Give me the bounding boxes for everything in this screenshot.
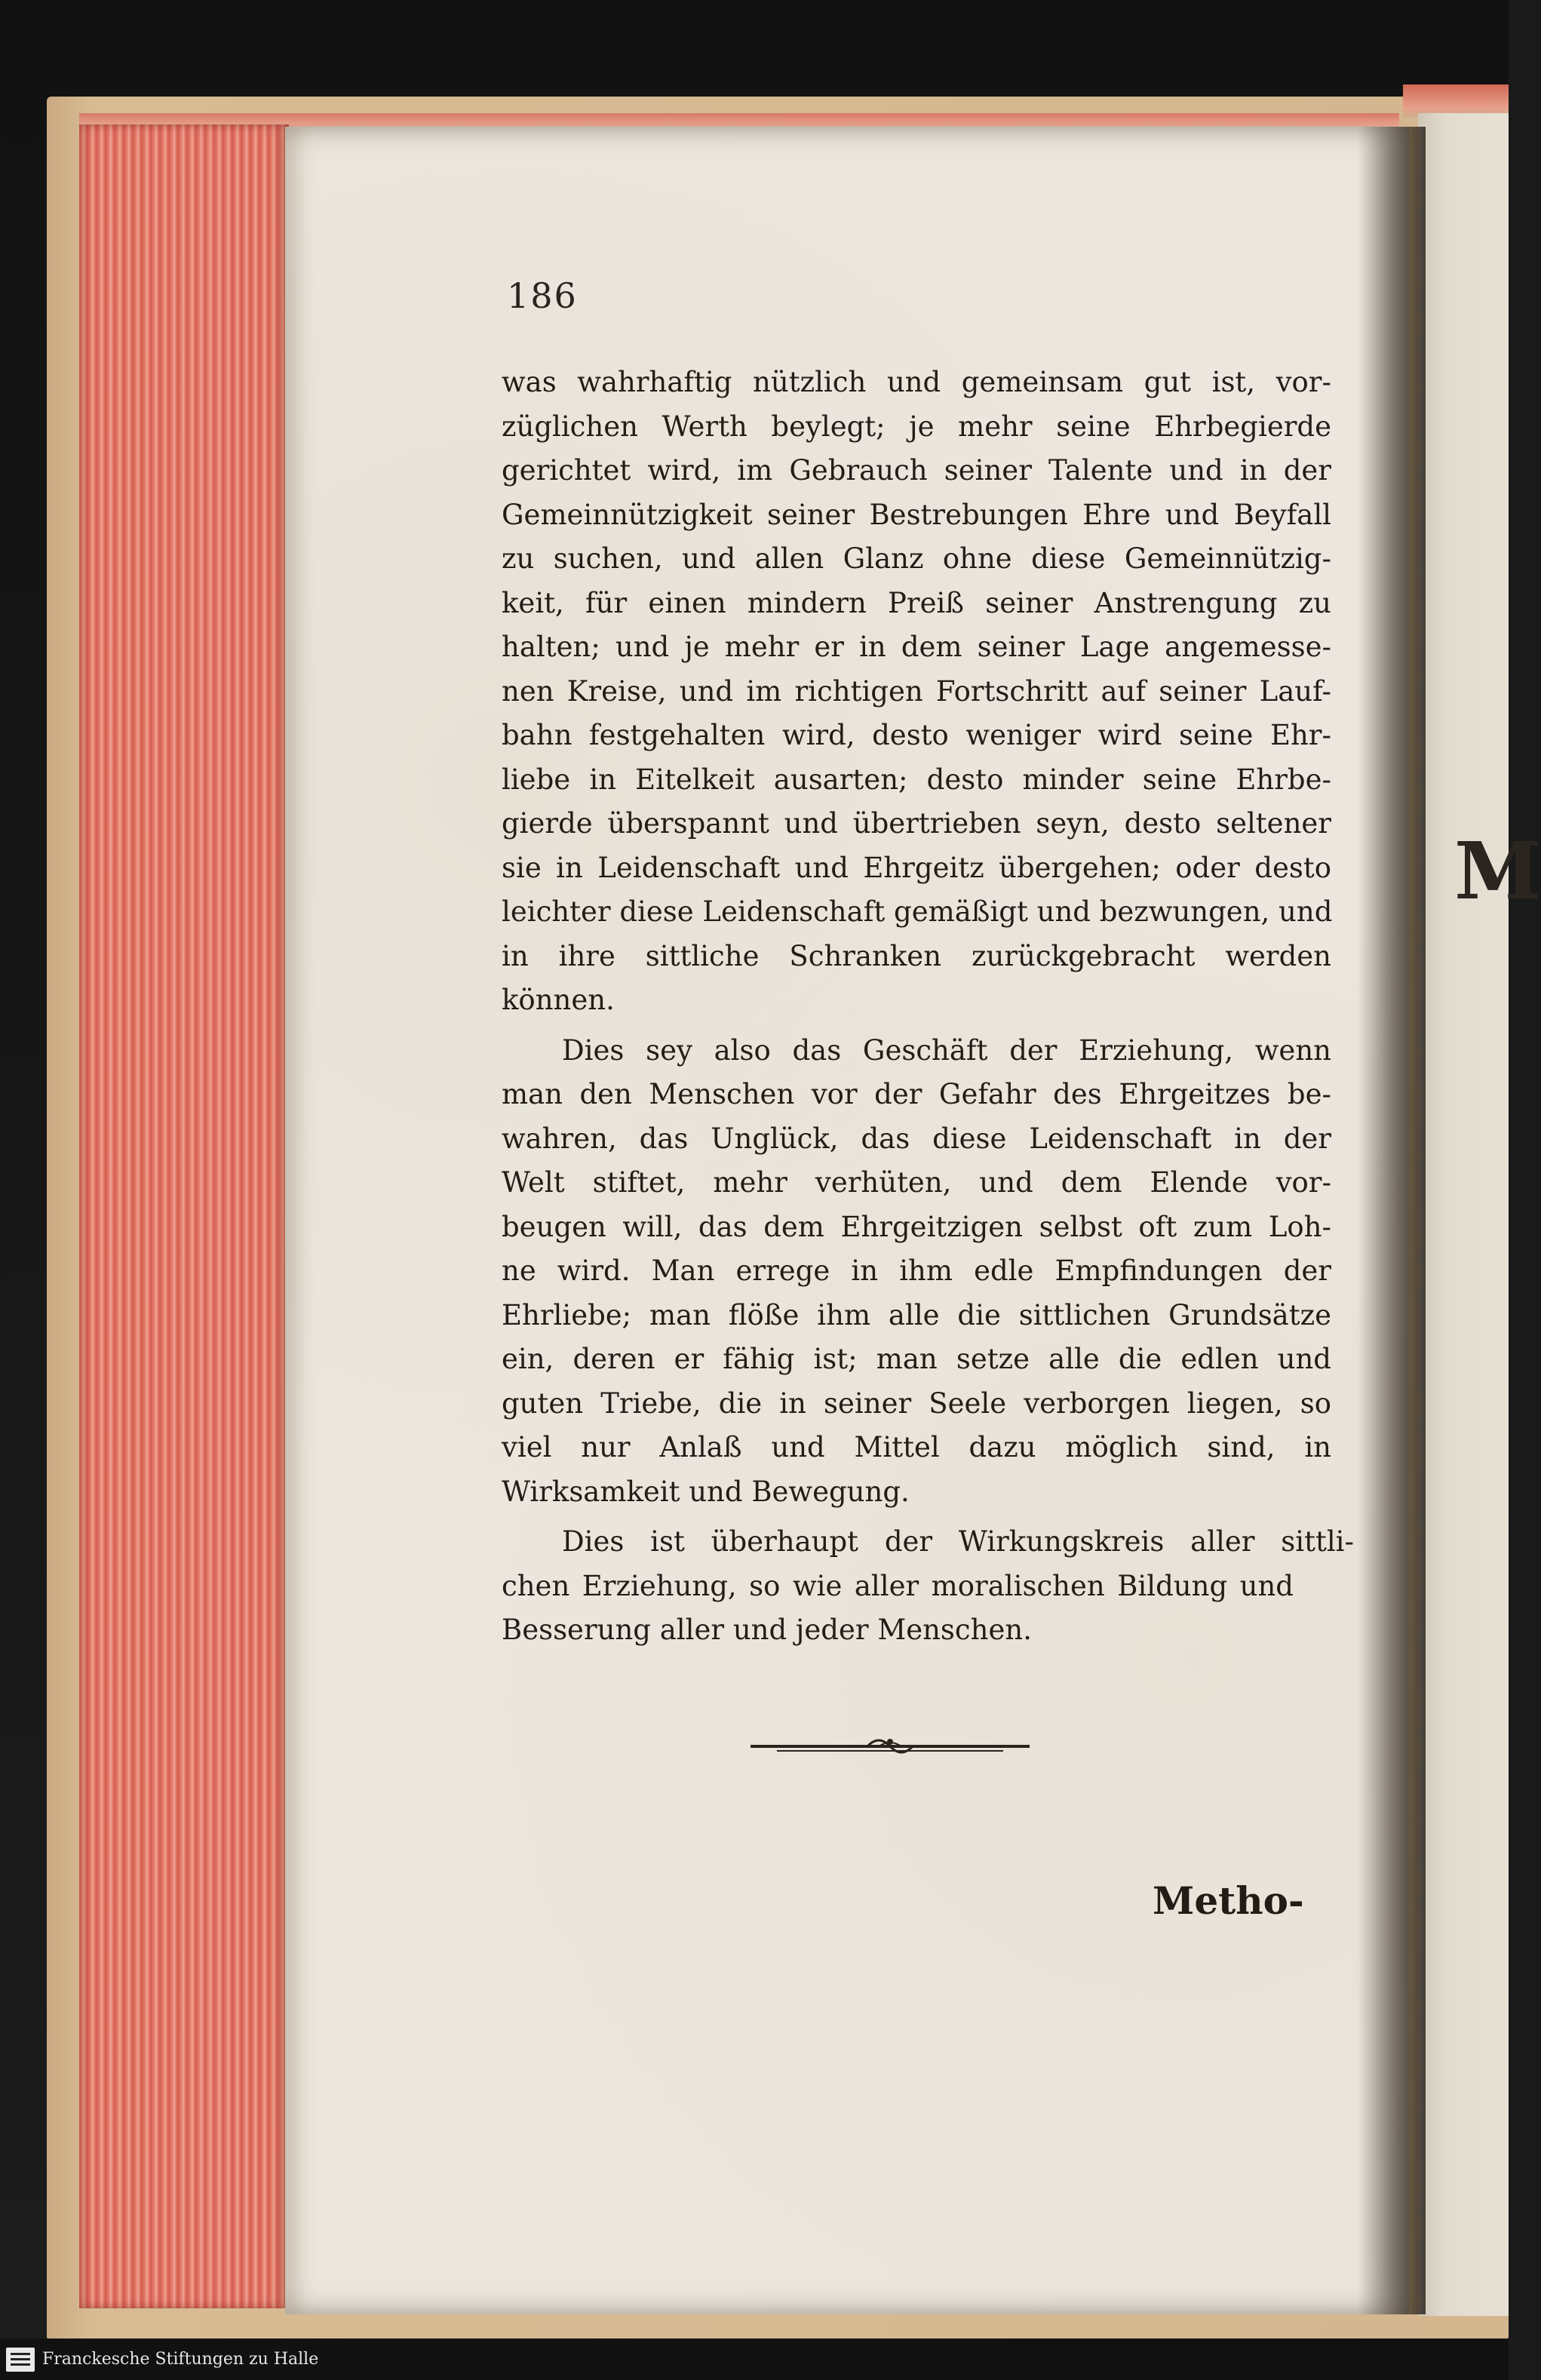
text-line: leichter diese Leidenschaft gemäßigt und bezwungen, und bbox=[502, 895, 1333, 928]
book-gutter bbox=[1358, 127, 1426, 2314]
text-line: nen Kreise, und im richtigen Fortschritt auf seiner Lauf- bbox=[502, 674, 1331, 708]
paragraph-3 bbox=[502, 1520, 1354, 1653]
text-line: ein, deren er fähig ist; man setze alle die edlen und bbox=[502, 1343, 1331, 1375]
paragraph-2 bbox=[502, 1029, 1331, 1515]
text-line: wahren, das Unglück, das diese Leidenschaft in der bbox=[502, 1122, 1331, 1155]
text-line: Welt stiftet, mehr verhüten, und dem Elende vor- bbox=[502, 1166, 1331, 1199]
page-number: 186 bbox=[507, 275, 578, 316]
paragraph-1 bbox=[502, 361, 1331, 1023]
facing-page-glyph: M bbox=[1454, 825, 1541, 917]
text-line: keit, für einen mindern Preiß seiner Anstrengung zu bbox=[502, 586, 1331, 619]
text-line: zu suchen, und allen Glanz ohne diese Gemeinnützig- bbox=[502, 542, 1331, 575]
text-line: man den Menschen vor der Gefahr des Ehrgeitzes be- bbox=[502, 1078, 1331, 1110]
text-line: in ihre sittliche Schranken zurückgebracht werden bbox=[502, 939, 1331, 972]
text-line: Gemeinnützigkeit seiner Bestrebungen Ehre und Beyfall bbox=[502, 498, 1331, 531]
body-text bbox=[502, 361, 1354, 1653]
text-line: Wirksamkeit und Bewegung. bbox=[502, 1475, 910, 1508]
text-line: Dies sey also das Geschäft der Erziehung, wenn bbox=[562, 1033, 1331, 1067]
text-line: sie in Leidenschaft und Ehrgeitz übergehen; oder desto bbox=[502, 851, 1331, 884]
footer-institution: Franckesche Stiftungen zu Halle bbox=[42, 2350, 319, 2369]
text-line: beugen will, das dem Ehrgeitzigen selbst oft zum Loh- bbox=[502, 1210, 1331, 1243]
text-line: Besserung aller und jeder Menschen. bbox=[502, 1614, 1032, 1646]
facing-page bbox=[1418, 113, 1541, 2316]
text-line: guten Triebe, die in seiner Seele verborgen liegen, so bbox=[502, 1387, 1331, 1420]
page-edges bbox=[79, 124, 289, 2308]
institution-logo-icon bbox=[6, 2348, 35, 2372]
text-line: halten; und je mehr er in dem seiner Lage angemesse- bbox=[502, 631, 1331, 663]
text-line: Ehrliebe; man flöße ihm alle die sittlichen Grundsätze bbox=[502, 1298, 1331, 1331]
text-line: bahn festgehalten wird, desto weniger wird seine Ehr- bbox=[502, 719, 1331, 751]
text-line: viel nur Anlaß und Mittel dazu möglich sind, in bbox=[502, 1431, 1331, 1463]
text-line: ne wird. Man errege in ihm edle Empfindungen der bbox=[502, 1254, 1331, 1287]
text-line: liebe in Eitelkeit ausarten; desto minder seine Ehrbe- bbox=[502, 763, 1331, 796]
text-line: gierde überspannt und übertrieben seyn, desto seltener bbox=[502, 807, 1331, 840]
text-line: was wahrhaftig nützlich und gemeinsam gut ist, vor- bbox=[502, 366, 1331, 398]
text-line: chen Erziehung, so wie aller moralischen Bildung und bbox=[502, 1569, 1294, 1602]
ornament-divider bbox=[747, 1731, 1033, 1761]
catchword: Metho- bbox=[1153, 1878, 1304, 1923]
text-line: gerichtet wird, im Gebrauch seiner Talente und in der bbox=[502, 454, 1331, 487]
text-line: Dies ist überhaupt der Wirkungskreis aller sittli- bbox=[562, 1525, 1354, 1558]
text-line: können. bbox=[502, 984, 615, 1016]
text-line: züglichen Werth beylegt; je mehr seine Ehrbegierde bbox=[502, 410, 1331, 443]
